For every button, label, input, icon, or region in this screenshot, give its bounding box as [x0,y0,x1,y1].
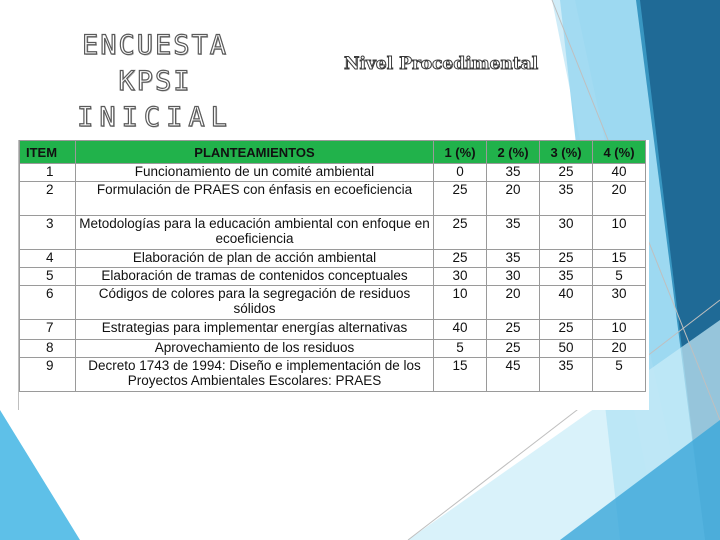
row-text: Decreto 1743 de 1994: Diseño e implementación de los Proyectos Ambientales Escolares: PRAES [76,358,434,392]
survey-table-container [18,140,649,410]
row-value-3: 35 [540,182,593,216]
row-value-3: 25 [540,164,593,182]
row-item: 3 [20,216,76,250]
row-value-1: 5 [434,340,487,358]
row-value-1: 0 [434,164,487,182]
row-value-2: 45 [487,358,540,392]
row-value-4: 10 [593,216,646,250]
table-row [20,286,646,320]
table-header-row [20,141,646,164]
slide-subtitle: Nivel Procedimental [344,54,539,74]
row-item: 1 [20,164,76,182]
row-value-2: 20 [487,286,540,320]
row-value-2: 35 [487,216,540,250]
header-level-2: 2 (%) [487,141,540,164]
table-row [20,340,646,358]
header-planteamientos: PLANTEAMIENTOS [76,141,434,164]
table-row [20,320,646,340]
row-item: 2 [20,182,76,216]
row-item: 5 [20,268,76,286]
row-value-1: 40 [434,320,487,340]
row-value-4: 20 [593,340,646,358]
row-value-4: 20 [593,182,646,216]
row-text: Estrategias para implementar energías alternativas [76,320,434,340]
table-row [20,358,646,392]
row-text: Funcionamiento de un comité ambiental [76,164,434,182]
row-value-1: 15 [434,358,487,392]
row-value-4: 5 [593,358,646,392]
row-value-3: 50 [540,340,593,358]
row-value-2: 35 [487,250,540,268]
row-text: Aprovechamiento de los residuos [76,340,434,358]
slide-title-line1: ENCUESTA KPSI [81,30,229,97]
row-value-3: 40 [540,286,593,320]
row-text: Elaboración de tramas de contenidos conceptuales [76,268,434,286]
row-text: Metodologías para la educación ambiental con enfoque en ecoeficiencia [76,216,434,250]
row-value-3: 35 [540,358,593,392]
row-value-2: 30 [487,268,540,286]
row-value-1: 25 [434,216,487,250]
table-row [20,164,646,182]
table-row [20,250,646,268]
slide-title-line2: INICIAL [77,102,233,133]
row-item: 6 [20,286,76,320]
table-row [20,216,646,250]
header-level-1: 1 (%) [434,141,487,164]
row-item: 9 [20,358,76,392]
slide-title [40,28,270,136]
row-value-4: 40 [593,164,646,182]
header-level-4: 4 (%) [593,141,646,164]
row-text: Formulación de PRAES con énfasis en ecoeficiencia [76,182,434,216]
row-value-2: 25 [487,340,540,358]
table-row [20,268,646,286]
row-text: Códigos de colores para la segregación de residuos sólidos [76,286,434,320]
row-item: 7 [20,320,76,340]
row-value-4: 15 [593,250,646,268]
row-value-2: 20 [487,182,540,216]
row-value-1: 30 [434,268,487,286]
header-level-3: 3 (%) [540,141,593,164]
row-value-2: 25 [487,320,540,340]
row-value-3: 35 [540,268,593,286]
row-value-3: 25 [540,320,593,340]
row-value-3: 30 [540,216,593,250]
table-row [20,182,646,216]
row-value-1: 25 [434,182,487,216]
row-item: 4 [20,250,76,268]
row-value-2: 35 [487,164,540,182]
row-value-4: 5 [593,268,646,286]
header-item: ITEM [20,141,76,164]
row-value-4: 10 [593,320,646,340]
survey-table [19,140,646,392]
deco-bottom-left-panel [0,410,80,540]
row-value-1: 25 [434,250,487,268]
row-text: Elaboración de plan de acción ambiental [76,250,434,268]
row-value-3: 25 [540,250,593,268]
row-item: 8 [20,340,76,358]
row-value-1: 10 [434,286,487,320]
row-value-4: 30 [593,286,646,320]
